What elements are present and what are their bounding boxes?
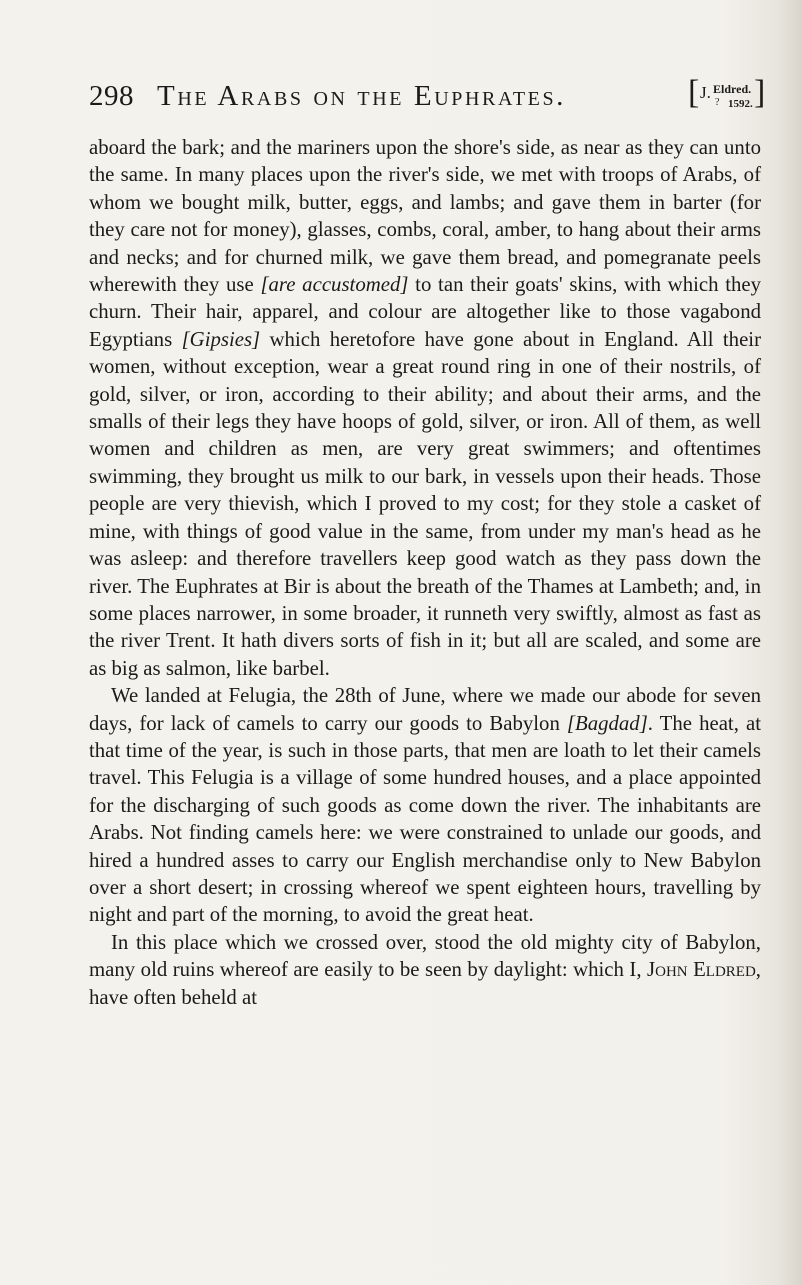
running-title: The Arabs on the Euphrates. xyxy=(157,80,567,112)
body-text xyxy=(89,134,761,1011)
paragraph-2 xyxy=(89,682,761,929)
page-number: 298 xyxy=(89,80,134,112)
note-mark: ? xyxy=(715,97,720,108)
text-run: . The heat, at that time of the year, is such in those parts, that men are loath to let their camels travel. This Felugia is a village of some hundred houses, and a place appointed for the discharging of such goods as come down the river. The inhabitants are Arabs. Not finding camels here: we were constrained to unlade our goods, and hired a hundred asses to carry our English merchandise only to New Babylon over a short desert; in crossing whereof we spent eighteen hours, travelling by night and part of the morning, to avoid the great heat. xyxy=(89,711,761,927)
author-date-note xyxy=(688,74,768,114)
text-run: to tan their goats' skins, with which they churn. Their hair, apparel, and colour are altogether like to those vagabond Egyptians xyxy=(89,273,762,351)
bracket-left: [ xyxy=(688,74,700,111)
text-run: We landed at Felugia, the 28th of June, where we made our abode for seven days, for lack of camels to carry our goods to Babylon xyxy=(89,684,761,735)
page-header xyxy=(89,74,766,120)
editorial-note: [Gipsies] xyxy=(181,327,261,351)
text-run: In this place which we crossed over, stood the old mighty city of Babylon, many old ruins whereof are easily to be seen by daylight: which I, xyxy=(89,930,761,982)
editorial-note: [Bagdad] xyxy=(566,711,648,735)
editorial-note: [are accustomed] xyxy=(260,273,409,297)
note-name: Eldred. xyxy=(713,82,752,96)
note-initial: J. xyxy=(700,83,711,102)
author-name: John Eldred xyxy=(647,958,756,982)
text-run: , have often beheld at xyxy=(89,958,761,1009)
paragraph-3 xyxy=(89,929,761,1011)
text-run: aboard the bark; and the mariners upon the shore's side, as near as they can unto the same. In many places upon the river's side, we met with troops of Arabs, of whom we bought milk, butter, eggs, and lambs; and gave them in barter (for they care not for money), glasses, combs, coral, amber, to hang about their arms and necks; and for churned milk, we gave them bread, and pomegranate peels wherewith they use xyxy=(89,136,761,297)
note-year: 1592. xyxy=(728,98,753,110)
text-run: which heretofore have gone about in England. All their women, without exception, wear a great round ring in one of their nostrils, of gold, silver, or iron, according to their ability; and about their arms, and the smalls of their legs they have hoops of gold, silver, or iron. All of them, as well women and children as men, are very great swimmers; and oftentimes swimming, they brought us milk to our bark, in vessels upon their heads. Those people are very thievish, which I proved to my cost; for they stole a casket of mine, with things of good value in the same, from under my man's head as he was asleep: and therefore travellers keep good watch as they pass down the river. The Euphrates at Bir is about the breath of the Thames at Lambeth; and, in some places narrower, in some broader, it runneth very swiftly, almost as fast as the river Trent. It hath divers sorts of fish in it; but all are scaled, and some are as big as salmon, like barbel. xyxy=(89,327,761,680)
paragraph-1 xyxy=(89,134,761,682)
bracket-right: ] xyxy=(754,74,766,111)
